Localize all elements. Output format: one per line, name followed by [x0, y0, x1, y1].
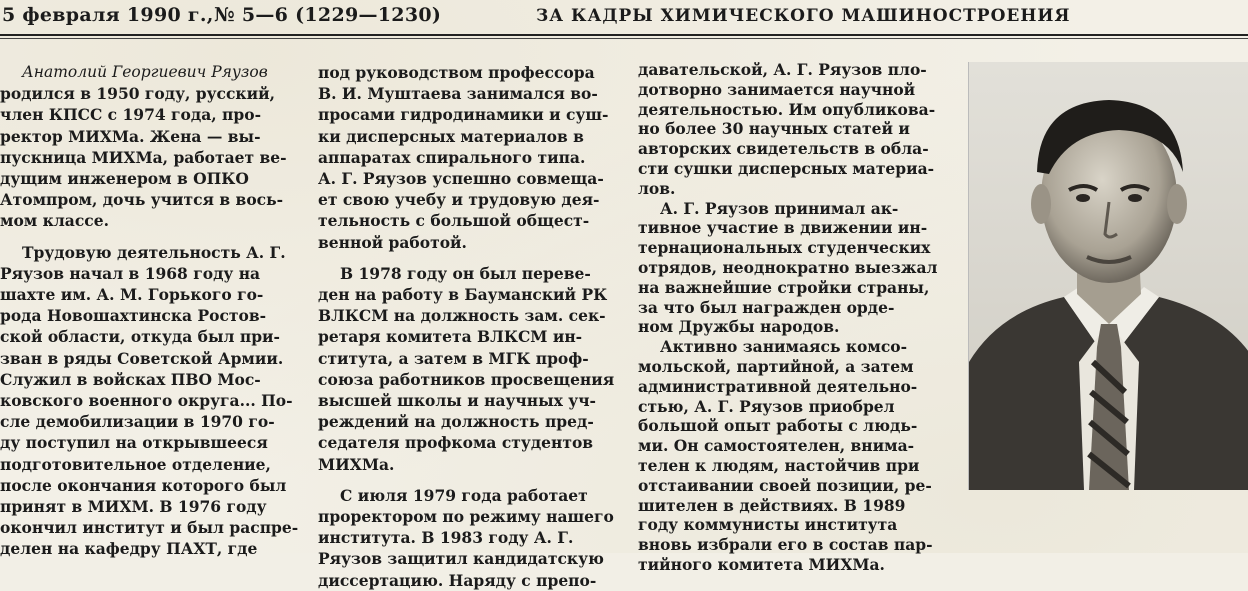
text-line: диссертацию. Наряду с препо- [318, 570, 597, 590]
header-rule [0, 34, 1248, 36]
text-line: мом классе. [0, 211, 109, 231]
text-line: МИХМа. [318, 454, 395, 474]
text-line: ет свою учебу и трудовую дея- [318, 190, 600, 210]
issue-number: № 5—6 (1229—1230) [214, 4, 442, 26]
text-line: ВЛКСМ на должность зам. сек- [318, 306, 606, 326]
text-line: родился в 1950 году, русский, [0, 84, 276, 104]
text-line: деятельностью. Им опубликова- [638, 99, 936, 119]
text-line: ки дисперсных материалов в [318, 126, 584, 146]
portrait-illustration [969, 62, 1248, 490]
text-line: В. И. Муштаева занимался во- [318, 84, 598, 104]
text-line: авторских свидетельств в обла- [638, 139, 929, 159]
text-line: ковского военного округа... По- [0, 391, 293, 411]
text-line: году коммунисты института [638, 515, 898, 535]
text-line: под руководством профессора [318, 63, 595, 82]
text-line: ретаря комитета ВЛКСМ ин- [318, 327, 583, 347]
text-line: лов. [638, 178, 676, 198]
issue-date: 5 февраля 1990 г., [2, 4, 214, 26]
header-rule-thin [0, 38, 1248, 39]
text-line: член КПСС с 1974 года, про- [0, 105, 262, 125]
text-line: шахте им. А. М. Горького го- [0, 285, 264, 305]
newspaper-title: ЗА КАДРЫ ХИМИЧЕСКОГО МАШИНОСТРОЕНИЯ [536, 6, 1071, 26]
text-line: Ряузов начал в 1968 году на [0, 263, 261, 283]
text-line: венной работой. [318, 232, 467, 252]
text-line: давательской, А. Г. Ряузов пло- [638, 60, 927, 79]
text-line: А. Г. Ряузов принимал ак- [660, 198, 899, 218]
text-line: Анатолий Георгиевич Ряузов [22, 63, 268, 81]
text-line: окончил институт и был распре- [0, 518, 298, 538]
text-line: Ряузов защитил кандидатскую [318, 549, 604, 569]
text-line: отстаивании своей позиции, ре- [638, 475, 932, 495]
text-line: реждений на должность пред- [318, 412, 594, 432]
text-line: тельность с большой общест- [318, 211, 590, 231]
text-line: большой опыт работы с людь- [638, 416, 918, 436]
text-line: Атомпром, дочь учится в вось- [0, 190, 284, 210]
text-line: делен на кафедру ПАХТ, где [0, 539, 258, 559]
text-line: аппаратах спирального типа. [318, 147, 586, 167]
text-line: после окончания которого был [0, 475, 287, 495]
text-line: мольской, партийной, а затем [638, 356, 914, 376]
text-line: седателя профкома студентов [318, 433, 594, 453]
text-line: вновь избрали его в состав пар- [638, 535, 933, 555]
page-header [0, 0, 1248, 34]
text-line: шителен в действиях. В 1989 [638, 495, 906, 515]
text-line: просами гидродинамики и суш- [318, 105, 609, 125]
text-line: сти сушки дисперсных материа- [638, 158, 935, 178]
portrait-photo [968, 62, 1248, 490]
text-line: на важнейшие стройки страны, [638, 277, 930, 297]
text-line: подготовительное отделение, [0, 454, 271, 474]
text-line: но более 30 научных статей и [638, 119, 910, 139]
text-line: пускница МИХМа, работает ве- [0, 147, 287, 167]
article-column-1 [0, 62, 298, 560]
text-line: высшей школы и научных уч- [318, 391, 596, 411]
text-line: ректор МИХМа. Жена — вы- [0, 126, 261, 146]
text-line: рода Новошахтинска Ростов- [0, 306, 267, 326]
text-line: дотворно занимается научной [638, 79, 916, 99]
text-line: ном Дружбы народов. [638, 317, 840, 337]
text-line: Трудовую деятельность А. Г. [22, 242, 286, 262]
text-line: тийного комитета МИХМа. [638, 554, 885, 574]
text-line: проректором по режиму нашего [318, 507, 614, 527]
text-line: стью, А. Г. Ряузов приобрел [638, 396, 895, 416]
article-column-2 [318, 62, 616, 591]
article-column-3 [638, 60, 938, 575]
text-line: Активно занимаясь комсо- [660, 337, 908, 357]
text-line: ми. Он самостоятелен, внима- [638, 436, 915, 456]
text-line: института. В 1983 году А. Г. [318, 528, 574, 548]
text-line: С июля 1979 года работает [340, 485, 588, 505]
text-line: сле демобилизации в 1970 го- [0, 412, 275, 432]
text-line: А. Г. Ряузов успешно совмеща- [318, 169, 604, 189]
text-line: ду поступил на открывшееся [0, 433, 268, 453]
text-line: административной деятельно- [638, 376, 918, 396]
text-line: В 1978 году он был переве- [340, 263, 591, 283]
text-line: за что был награжден орде- [638, 297, 895, 317]
text-line: зван в ряды Советской Армии. [0, 348, 284, 368]
text-line: ской области, откуда был при- [0, 327, 280, 347]
text-line: отрядов, неоднократно выезжал [638, 257, 938, 277]
text-line: тернациональных студенческих [638, 238, 931, 258]
text-line: принят в МИХМ. В 1976 году [0, 497, 267, 517]
text-line: союза работников просвещения [318, 369, 615, 389]
text-line: ден на работу в Бауманский РК [318, 285, 608, 305]
text-line: дущим инженером в ОПКО [0, 169, 249, 189]
text-line: тивное участие в движении ин- [638, 218, 928, 238]
text-line: Служил в войсках ПВО Мос- [0, 369, 261, 389]
text-line: телен к людям, настойчив при [638, 455, 920, 475]
text-line: ститута, а затем в МГК проф- [318, 348, 589, 368]
